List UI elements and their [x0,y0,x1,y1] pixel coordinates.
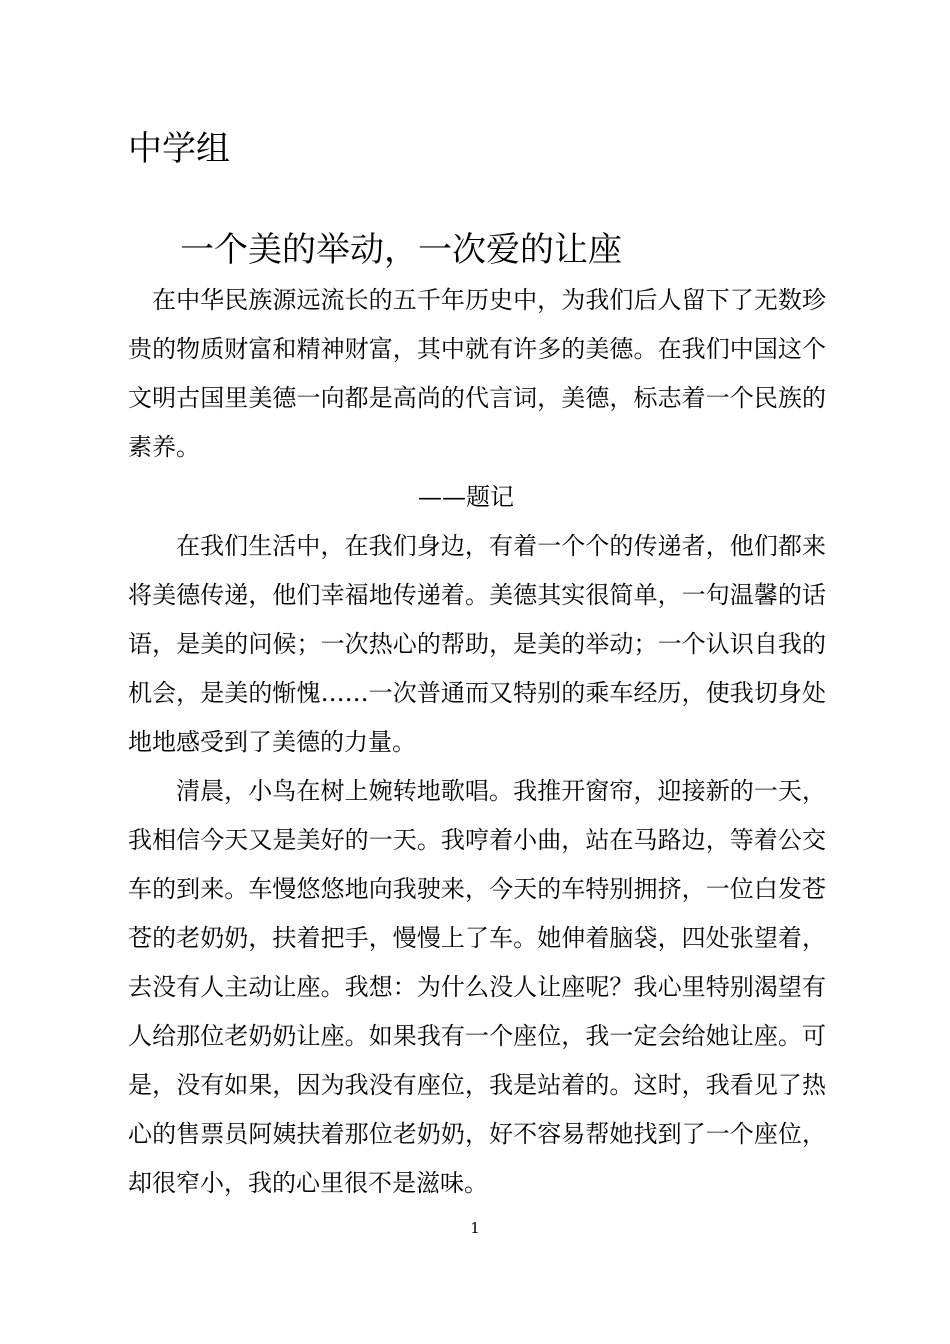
epigraph-paragraph: 在中华民族源远流长的五千年历史中，为我们后人留下了无数珍贵的物质财富和精神财富，其中就有许多的美德。在我们中国这个文明古国里美德一向都是高尚的代言词，美德，标志着一个民族的素养。 [128,286,826,461]
section-label: 中学组 [128,129,230,169]
page-number: 1 [470,1219,480,1237]
body-paragraph-1: 在我们生活中，在我们身边，有着一个个的传递者，他们都来将美德传递，他们幸福地传递着。美德其实很简单，一句温馨的话语，是美的问候；一次热心的帮助，是美的举动；一个认识自我的机会，是美的惭愧……一次普通而又特别的乘车经历，使我切身处地地感受到了美德的力量。 [128,532,826,756]
body-paragraph-2: 清晨，小鸟在树上婉转地歌唱。我推开窗帘，迎接新的一天，我相信今天又是美好的一天。我哼着小曲，站在马路边，等着公交车的到来。车慢悠悠地向我驶来，今天的车特别拥挤，一位白发苍苍的老奶奶，扶着把手，慢慢上了车。她伸着脑袋，四处张望着，去没有人主动让座。我想：为什么没人让座呢？我心里特别渴望有人给那位老奶奶让座。如果我有一个座位，我一定会给她让座。可是，没有如果，因为我没有座位，我是站着的。这时，我看见了热心的售票员阿姨扶着那位老奶奶，好不容易帮她找到了一个座位，却很窄小，我的心里很不是滋味。 [128,777,826,1197]
epigraph-inscription: ——题记 [418,483,514,511]
essay-title: 一个美的举动，一次爱的让座 [180,230,622,270]
